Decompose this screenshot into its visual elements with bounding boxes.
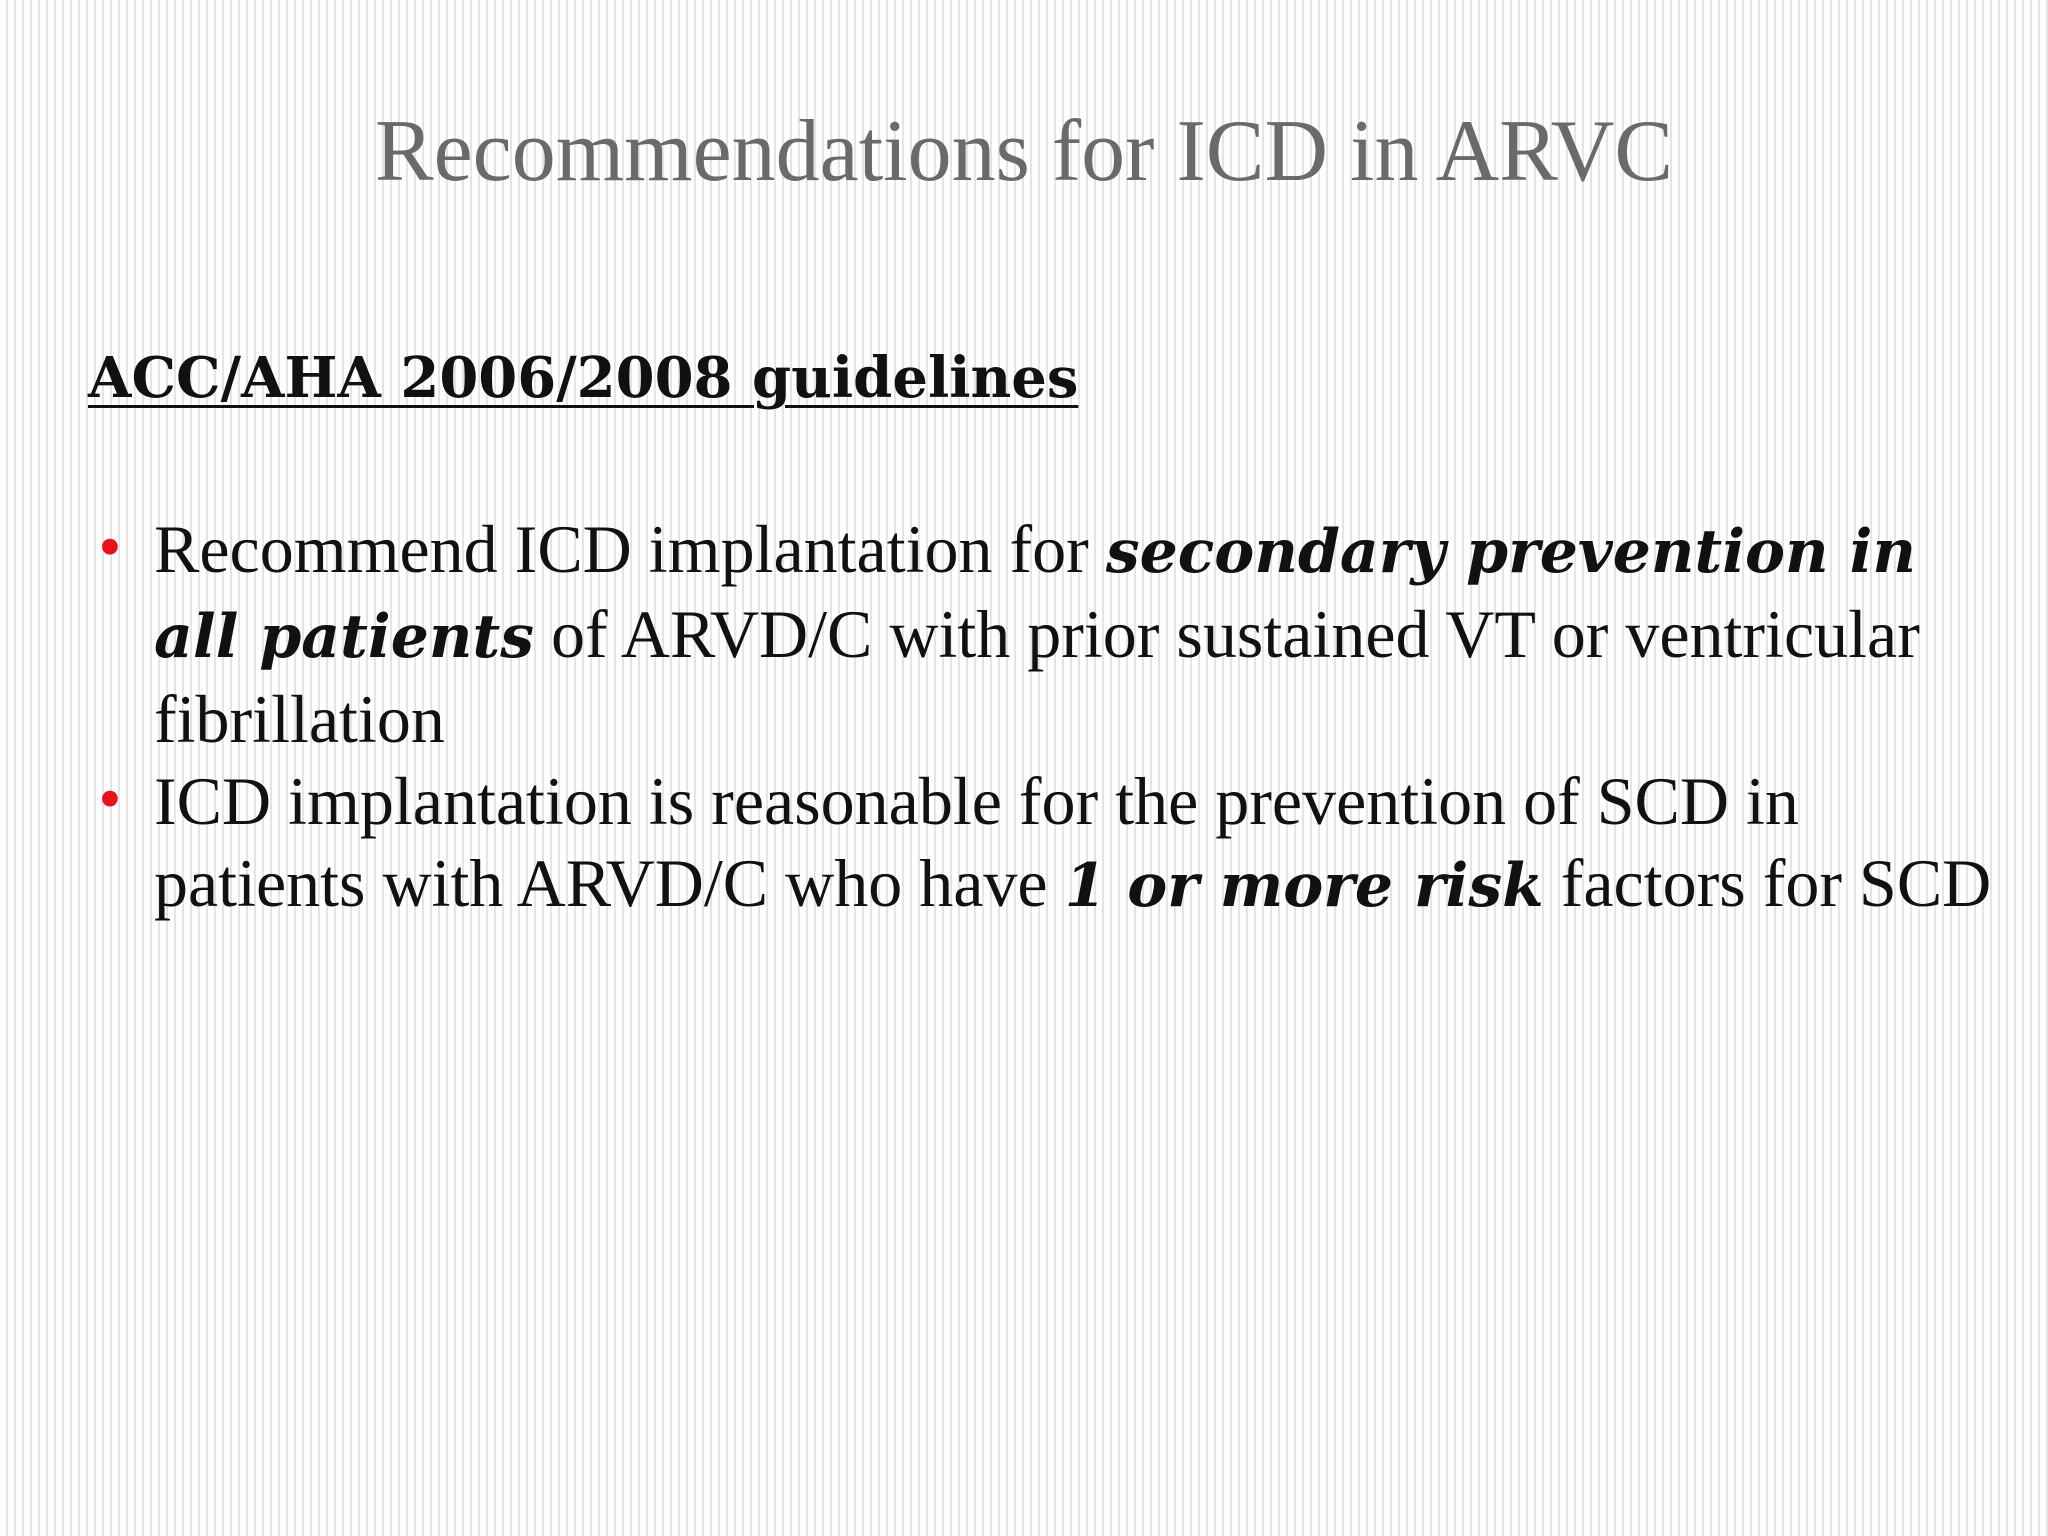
slide-title: Recommendations for ICD in ARVC (374, 103, 1674, 200)
list-item (88, 760, 2008, 927)
bullet-dot-icon: • (94, 517, 126, 580)
bullet-dot-icon: • (94, 769, 126, 832)
bullet-emphasis: 1 or more risk (1064, 851, 1544, 921)
bullet-text: Recommend ICD implantation for (154, 511, 1106, 587)
bullet-text: ICD implantation is reasonable for the prevention of SCD in patients with ARVD/C who have (154, 763, 1799, 921)
list-item (88, 508, 2008, 760)
bullet-text: factors for SCD (1543, 845, 1992, 921)
bullet-list (88, 508, 2008, 927)
bullet-text: of ARVD/C with prior sustained VT or ventricular fibrillation (154, 596, 1920, 757)
bullet-emphasis: secondary prevention in all patients (154, 517, 1916, 672)
guidelines-heading: ACC/AHA 2006/2008 guidelines (88, 345, 1079, 411)
